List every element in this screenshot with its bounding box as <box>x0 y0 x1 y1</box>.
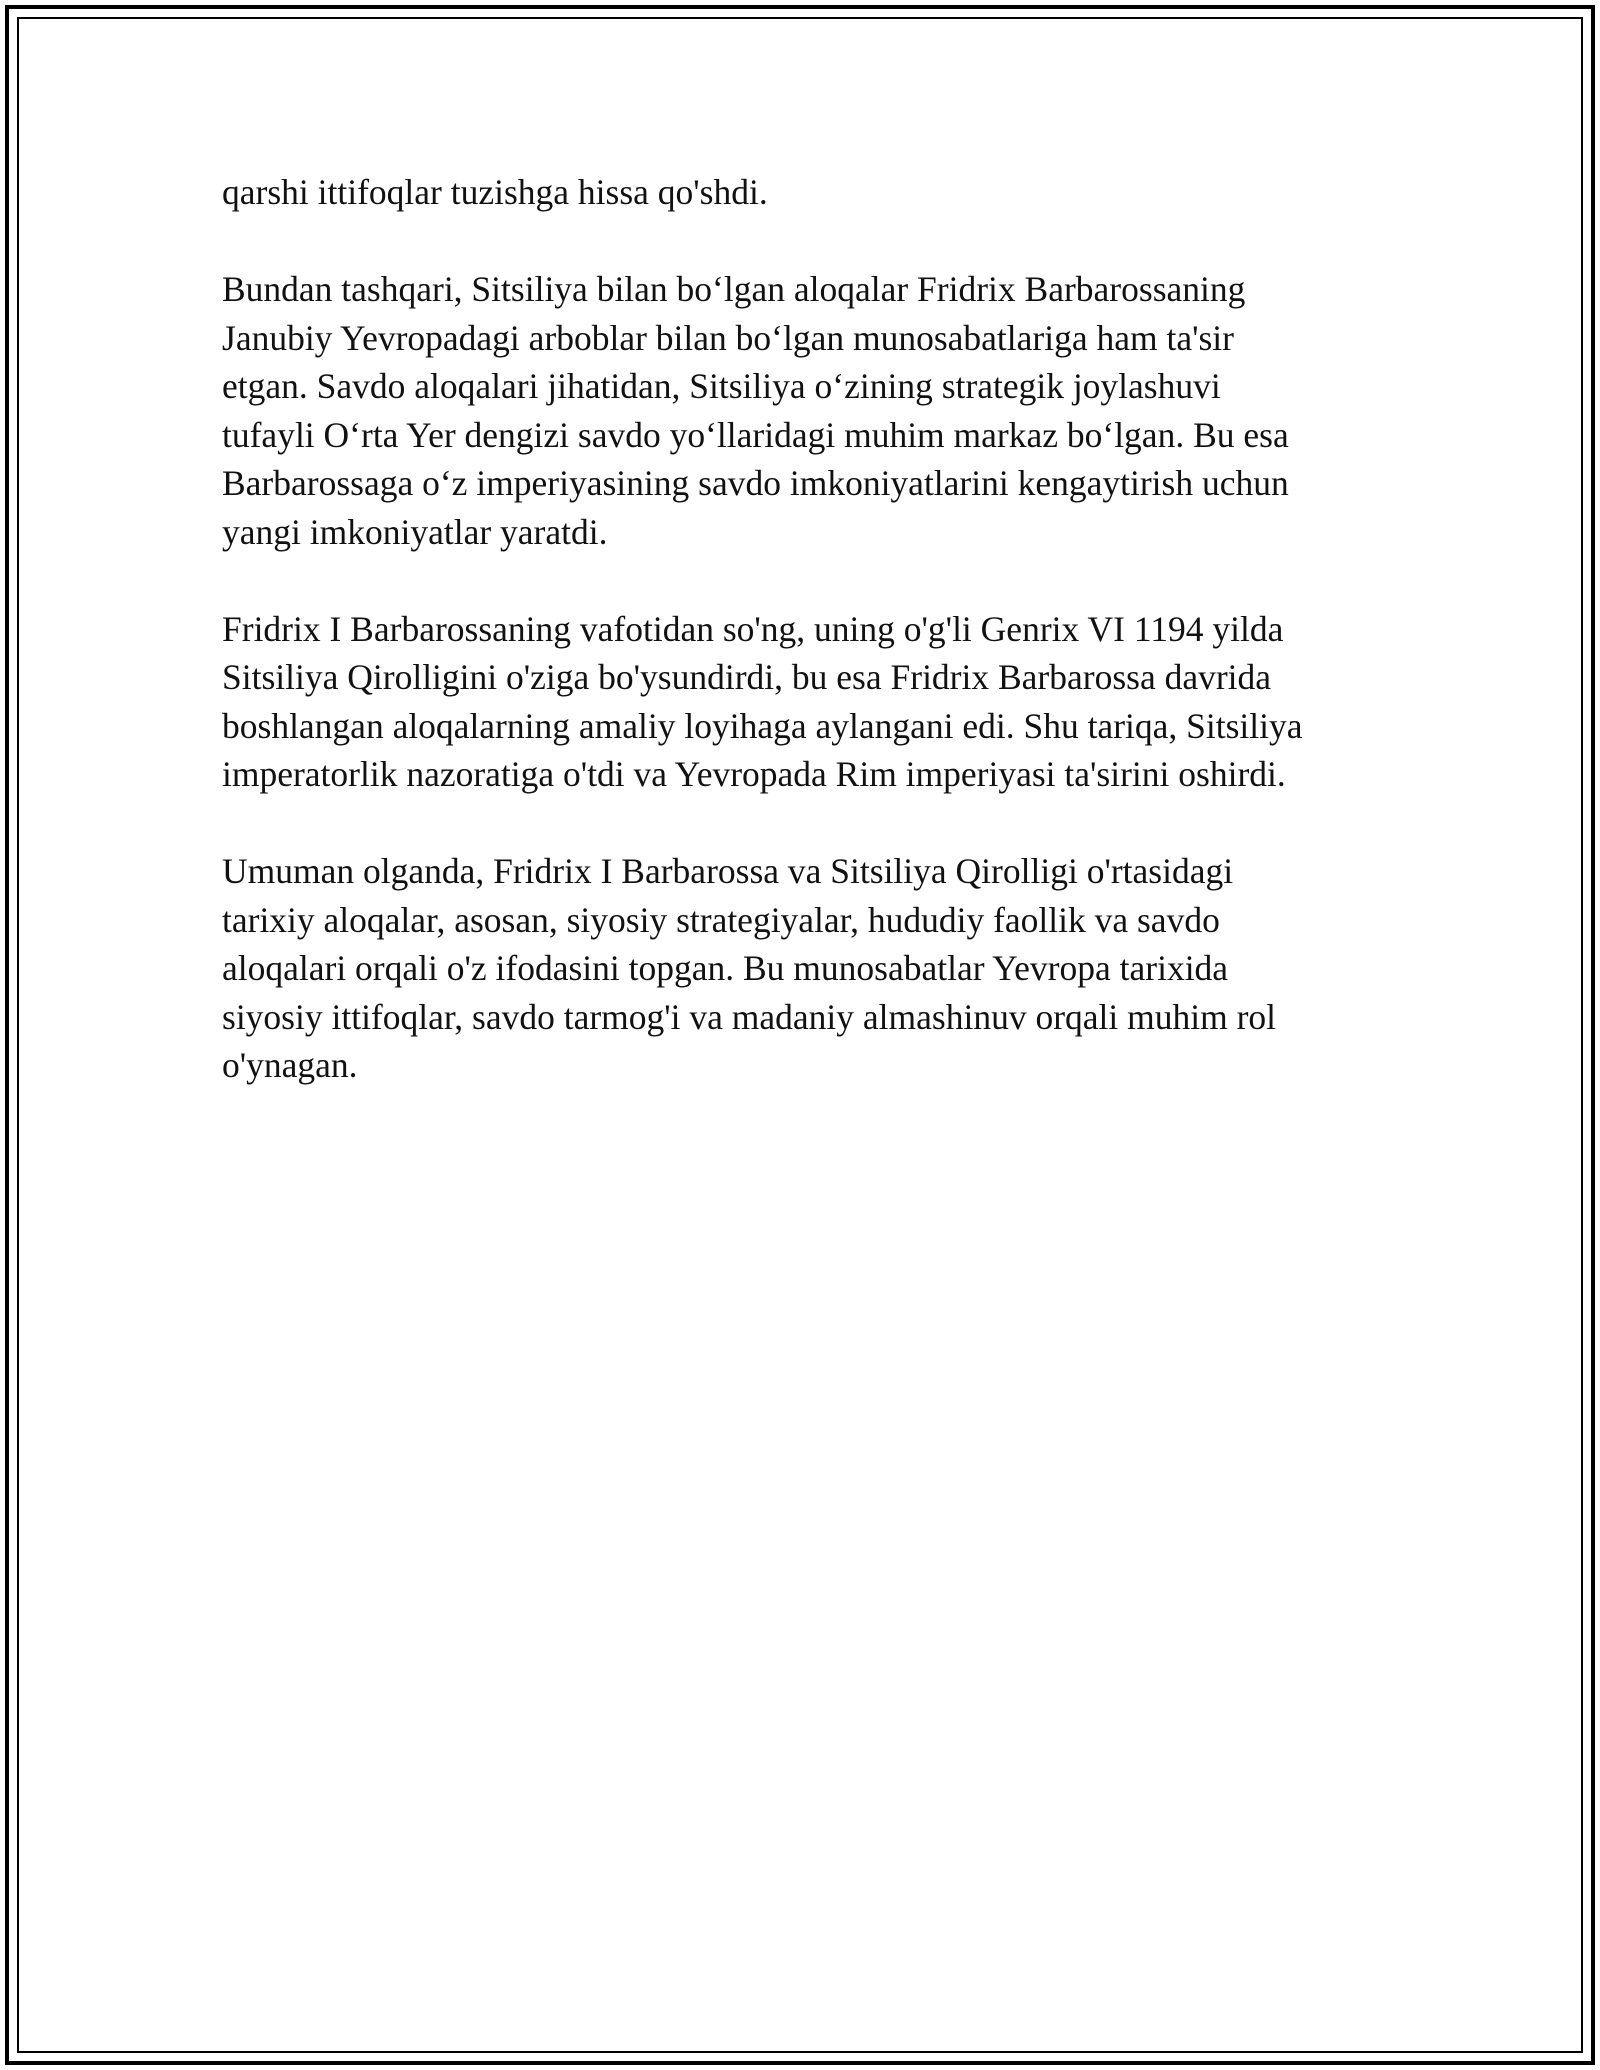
text-line: Janubiy Yevropadagi arboblar bilan bo‘lgan munosabatlariga ham ta'sir <box>222 317 1234 358</box>
text-line: Fridrix I Barbarossaning vafotidan so'ng, uning o'g'li Genrix VI 1194 yilda <box>222 608 1284 649</box>
text-line: o'ynagan. <box>222 1045 358 1085</box>
text-line: tufayli O‘rta Yer dengizi savdo yo‘llaridagi muhim markaz bo‘lgan. Bu esa <box>222 414 1289 455</box>
text-line: Umuman olganda, Fridrix I Barbarossa va Sitsiliya Qirolligi o'rtasidagi <box>222 851 1234 891</box>
text-line: Sitsiliya Qirolligini o'ziga bo'ysundirdi, bu esa Fridrix Barbarossa davrida <box>222 657 1272 697</box>
paragraph-genrix-vi <box>222 605 1352 799</box>
text-line: yangi imkoniyatlar yaratdi. <box>222 511 608 552</box>
text-line: qarshi ittifoqlar tuzishga hissa qo'shdi. <box>222 172 768 212</box>
text-line: boshlangan aloqalarning amaliy loyihaga aylangani edi. Shu tariqa, Sitsiliya <box>222 705 1303 746</box>
text-line: Barbarossaga o‘z imperiyasining savdo imkoniyatlarini kengaytirish uchun <box>222 463 1289 503</box>
paragraph-continuation <box>222 168 1352 217</box>
document-body <box>222 168 1352 1138</box>
text-line: aloqalari orqali o'z ifodasini topgan. Bu munosabatlar Yevropa tarixida <box>222 948 1229 988</box>
text-line: Bundan tashqari, Sitsiliya bilan bo‘lgan aloqalar Fridrix Barbarossaning <box>222 269 1246 309</box>
paragraph-sicily-relations <box>222 265 1352 556</box>
paragraph-conclusion <box>222 847 1352 1090</box>
text-line: imperatorlik nazoratiga o'tdi va Yevropada Rim imperiyasi ta'sirini oshirdi. <box>222 754 1286 794</box>
text-line: etgan. Savdo aloqalari jihatidan, Sitsiliya o‘zining strategik joylashuvi <box>222 366 1221 406</box>
text-line: siyosiy ittifoqlar, savdo tarmog'i va madaniy almashinuv orqali muhim rol <box>222 996 1277 1037</box>
text-line: tarixiy aloqalar, asosan, siyosiy strategiyalar, hududiy faollik va savdo <box>222 899 1220 940</box>
